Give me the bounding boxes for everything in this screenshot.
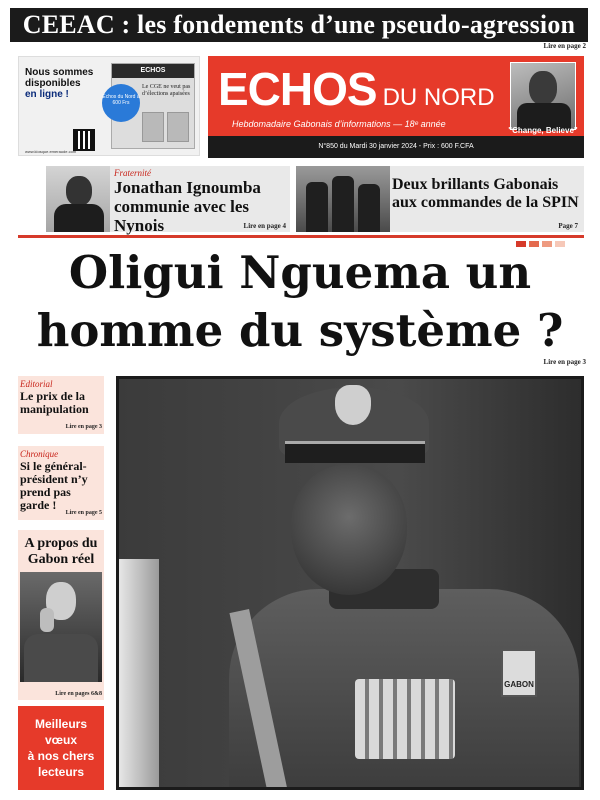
thumbnail-masthead: ECHOS	[112, 64, 194, 78]
gabon-reel-page-ref: Lire en pages 6&8	[55, 691, 102, 697]
divider	[18, 235, 584, 238]
tagline: Hebdomadaire Gabonais d’informations — 18ᵉ année	[232, 119, 446, 129]
thumbnail-cover	[142, 112, 164, 142]
person-figure	[332, 176, 354, 232]
online-promo[interactable]	[18, 56, 200, 156]
chronique-page-ref: Lire en page 5	[65, 510, 102, 516]
top-banner-page-ref: Lire en page 2	[543, 42, 586, 50]
editorial-section: Editorial	[20, 379, 53, 389]
logo-main: ECHOS	[218, 63, 377, 115]
gabon-reel-title: A propos du Gabon réel	[24, 536, 98, 567]
person-figure	[358, 184, 380, 232]
chronique-title: Si le général-président n’y prend pas garde !	[20, 459, 88, 512]
editorial-title: Le prix de la manipulation	[20, 389, 89, 416]
medals	[355, 679, 455, 759]
spin-photo	[296, 166, 390, 232]
portrait-face	[529, 71, 557, 105]
portrait-face	[291, 465, 407, 595]
portrait-face	[66, 176, 92, 206]
obama-photo	[510, 62, 576, 130]
teaser-page-ref: Lire en page 4	[243, 222, 286, 230]
portrait-body	[24, 634, 98, 682]
shoulder-patch: GABON	[501, 649, 537, 697]
logo[interactable]	[218, 62, 495, 116]
top-banner-headline[interactable]: CEEAC : les fondements d’une pseudo-agression	[10, 8, 588, 42]
cap-emblem-icon	[335, 385, 371, 425]
editorial-page-ref: Lire en page 3	[65, 424, 102, 430]
teaser-spin[interactable]	[296, 166, 584, 232]
teaser-page-ref: Page 7	[558, 222, 578, 230]
obama-quote: "Change, Believe"	[508, 126, 578, 135]
portrait-body	[54, 204, 104, 232]
general-portrait-photo	[116, 376, 584, 790]
editorial-box[interactable]	[18, 376, 104, 434]
price-badge: Echos du Nord à 600 Frs	[102, 84, 140, 122]
person-figure	[306, 182, 328, 232]
headline-page-ref: Lire en page 3	[543, 358, 586, 366]
teaser-title: Deux brillants Gabonais aux commandes de la SPIN	[392, 176, 579, 211]
promo-url[interactable]: www.kiosque.emeraude.com	[25, 149, 77, 154]
author-photo	[20, 572, 102, 682]
ignoumba-photo	[46, 166, 110, 232]
chronique-section: Chronique	[20, 449, 59, 459]
flag	[119, 559, 159, 790]
logo-sub: DU NORD	[382, 84, 495, 111]
teaser-ignoumba[interactable]	[46, 166, 290, 235]
thumbnail-cover	[167, 112, 189, 142]
main-headline[interactable]: Oligui Nguema un homme du système ?	[36, 246, 564, 357]
thumbnail-headline: Le CGE ne veut pas d’élections apaisées	[142, 84, 191, 97]
portrait-hand	[40, 608, 54, 632]
teaser-title: Jonathan Ignoumba communie avec les Nynois	[114, 178, 261, 235]
wishes-box: Meilleurs vœux à nos chers lecteurs	[18, 706, 104, 790]
gabon-reel-box[interactable]	[18, 530, 104, 700]
qr-code-icon	[73, 129, 95, 151]
chronique-box[interactable]	[18, 446, 104, 520]
newspaper-thumbnail	[102, 63, 195, 149]
promo-title: Nous sommes disponibles en ligne !	[25, 67, 94, 100]
teaser-section: Fraternité	[114, 168, 151, 178]
cap-band	[285, 441, 425, 463]
issue-info: N°850 du Mardi 30 janvier 2024 - Prix : 600 F.CFA	[208, 136, 584, 158]
